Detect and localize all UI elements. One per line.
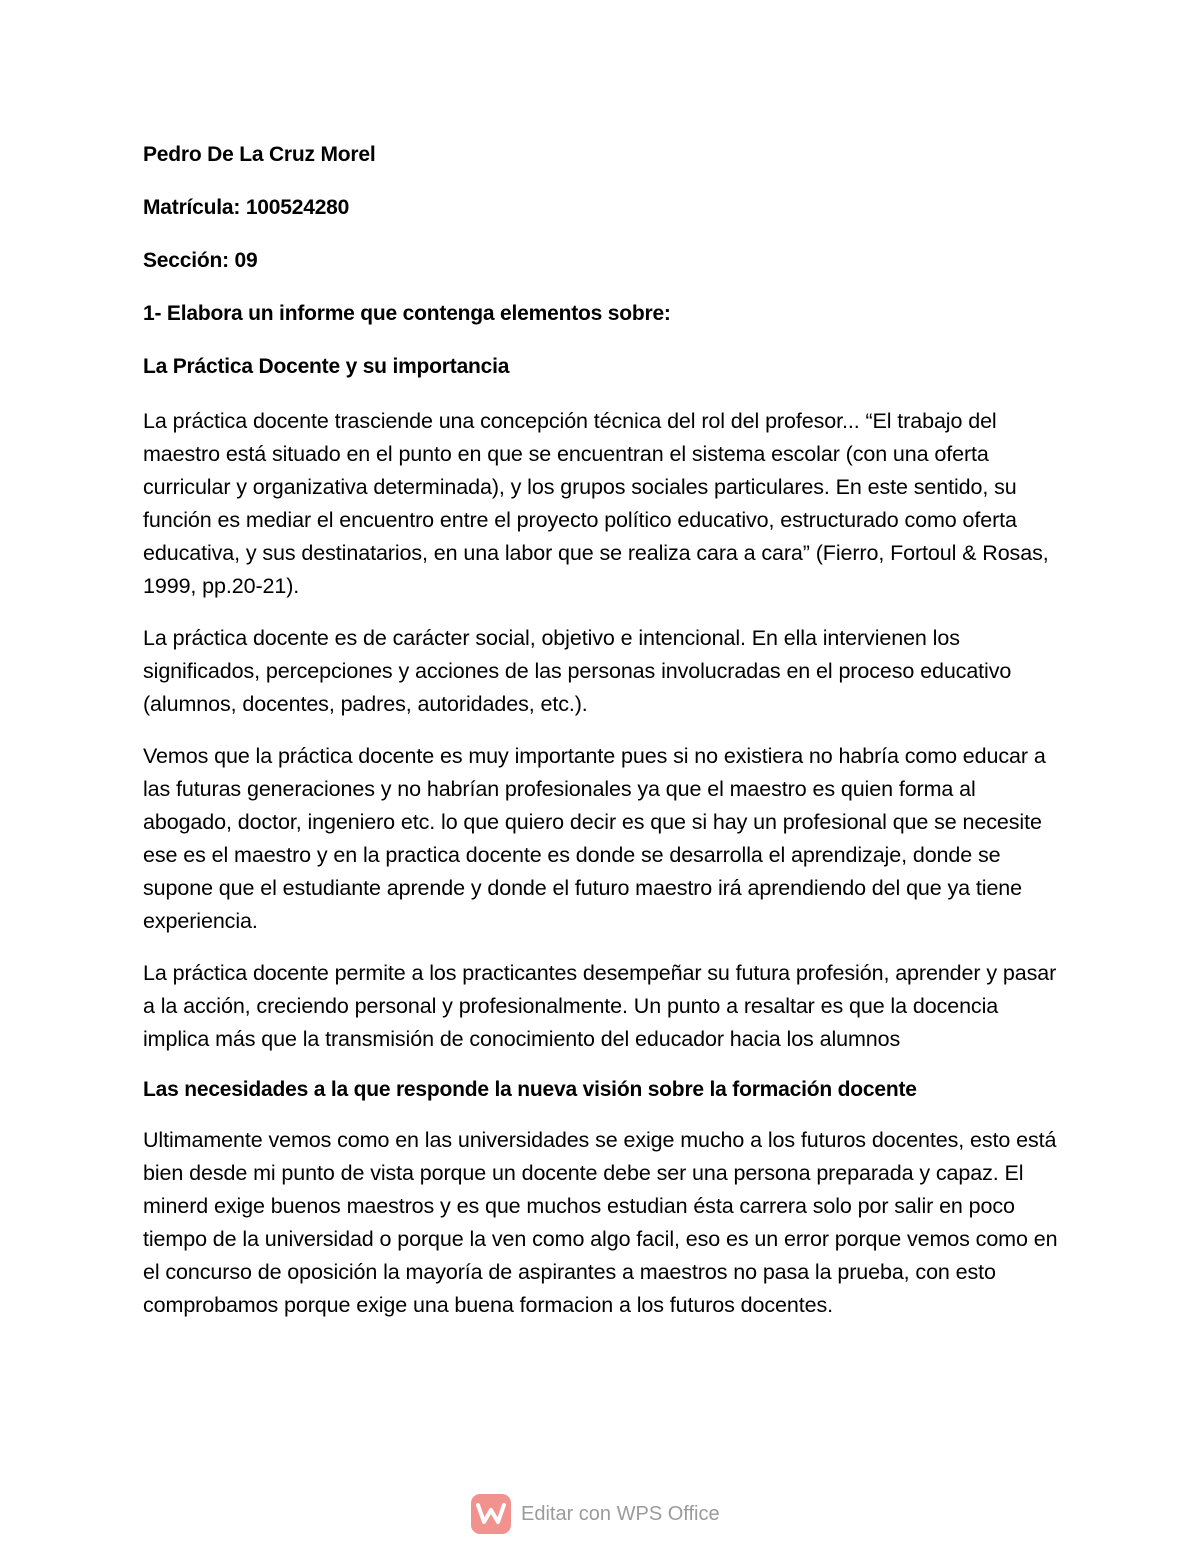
paragraph: La práctica docente es de carácter social, objetivo e intencional. En ella intervienen los significados, percepciones y acciones de las personas involucradas en el proceso educativo (alumnos, docentes, padres, autoridades, etc.). bbox=[143, 626, 1012, 716]
assignment-line: 1- Elabora un informe que contenga elementos sobre: bbox=[143, 302, 671, 325]
paragraph: Ultimamente vemos como en las universidades se exige mucho a los futuros docentes, esto está bien desde mi punto de vista porque un docente debe ser una persona preparada y capaz. El minerd exige buenos maestros y es que muchos estudian ésta carrera solo por salir en poco tiempo de la universidad o porque la ven como algo facil, eso es un error porque vemos como en el concurso de oposición la mayoría de aspirantes a maestros no pasa la prueba, con esto comprobamos porque exige una buena formacion a los futuros docentes. bbox=[143, 1128, 1058, 1317]
seccion-line: Sección: 09 bbox=[143, 249, 258, 272]
matricula-line: Matrícula: 100524280 bbox=[143, 196, 350, 219]
wps-edit-label: Editar con WPS Office bbox=[521, 1502, 720, 1525]
section-title-practica-docente: La Práctica Docente y su importancia bbox=[143, 355, 510, 378]
document-body bbox=[143, 140, 1063, 1341]
paragraph: La práctica docente trasciende una concepción técnica del rol del profesor... “El trabajo del maestro está situado en el punto en que se encuentran el sistema escolar (con una oferta curricular y organizativa determinada), y los grupos sociales particulares. En este sentido, su función es mediar el encuentro entre el proyecto político educativo, estructurado como oferta educativa, y sus destinatarios, en una labor que se realiza cara a cara” (Fierro, Fortoul & Rosas, 1999, pp.20-21). bbox=[143, 409, 1049, 598]
paragraph: Vemos que la práctica docente es muy importante pues si no existiera no habría como educar a las futuras generaciones y no habrían profesionales ya que el maestro es quien forma al abogado, doctor, ingeniero etc. lo que quiero decir es que si hay un profesional que se necesite ese es el maestro y en la practica docente es donde se desarrolla el aprendizaje, donde se supone que el estudiante aprende y donde el futuro maestro irá aprendiendo del que ya tiene experiencia. bbox=[143, 744, 1046, 933]
author-name: Pedro De La Cruz Morel bbox=[143, 143, 376, 166]
wps-office-logo-icon bbox=[471, 1494, 511, 1534]
paragraph: La práctica docente permite a los practicantes desempeñar su futura profesión, aprender y pasar a la acción, creciendo personal y profesionalmente. Un punto a resaltar es que la docencia implica más que la transmisión de conocimiento del educador hacia los alumnos bbox=[143, 961, 1057, 1051]
section-title-necesidades: Las necesidades a la que responde la nueva visión sobre la formación docente bbox=[143, 1078, 917, 1101]
wps-edit-link[interactable] bbox=[471, 1492, 720, 1536]
